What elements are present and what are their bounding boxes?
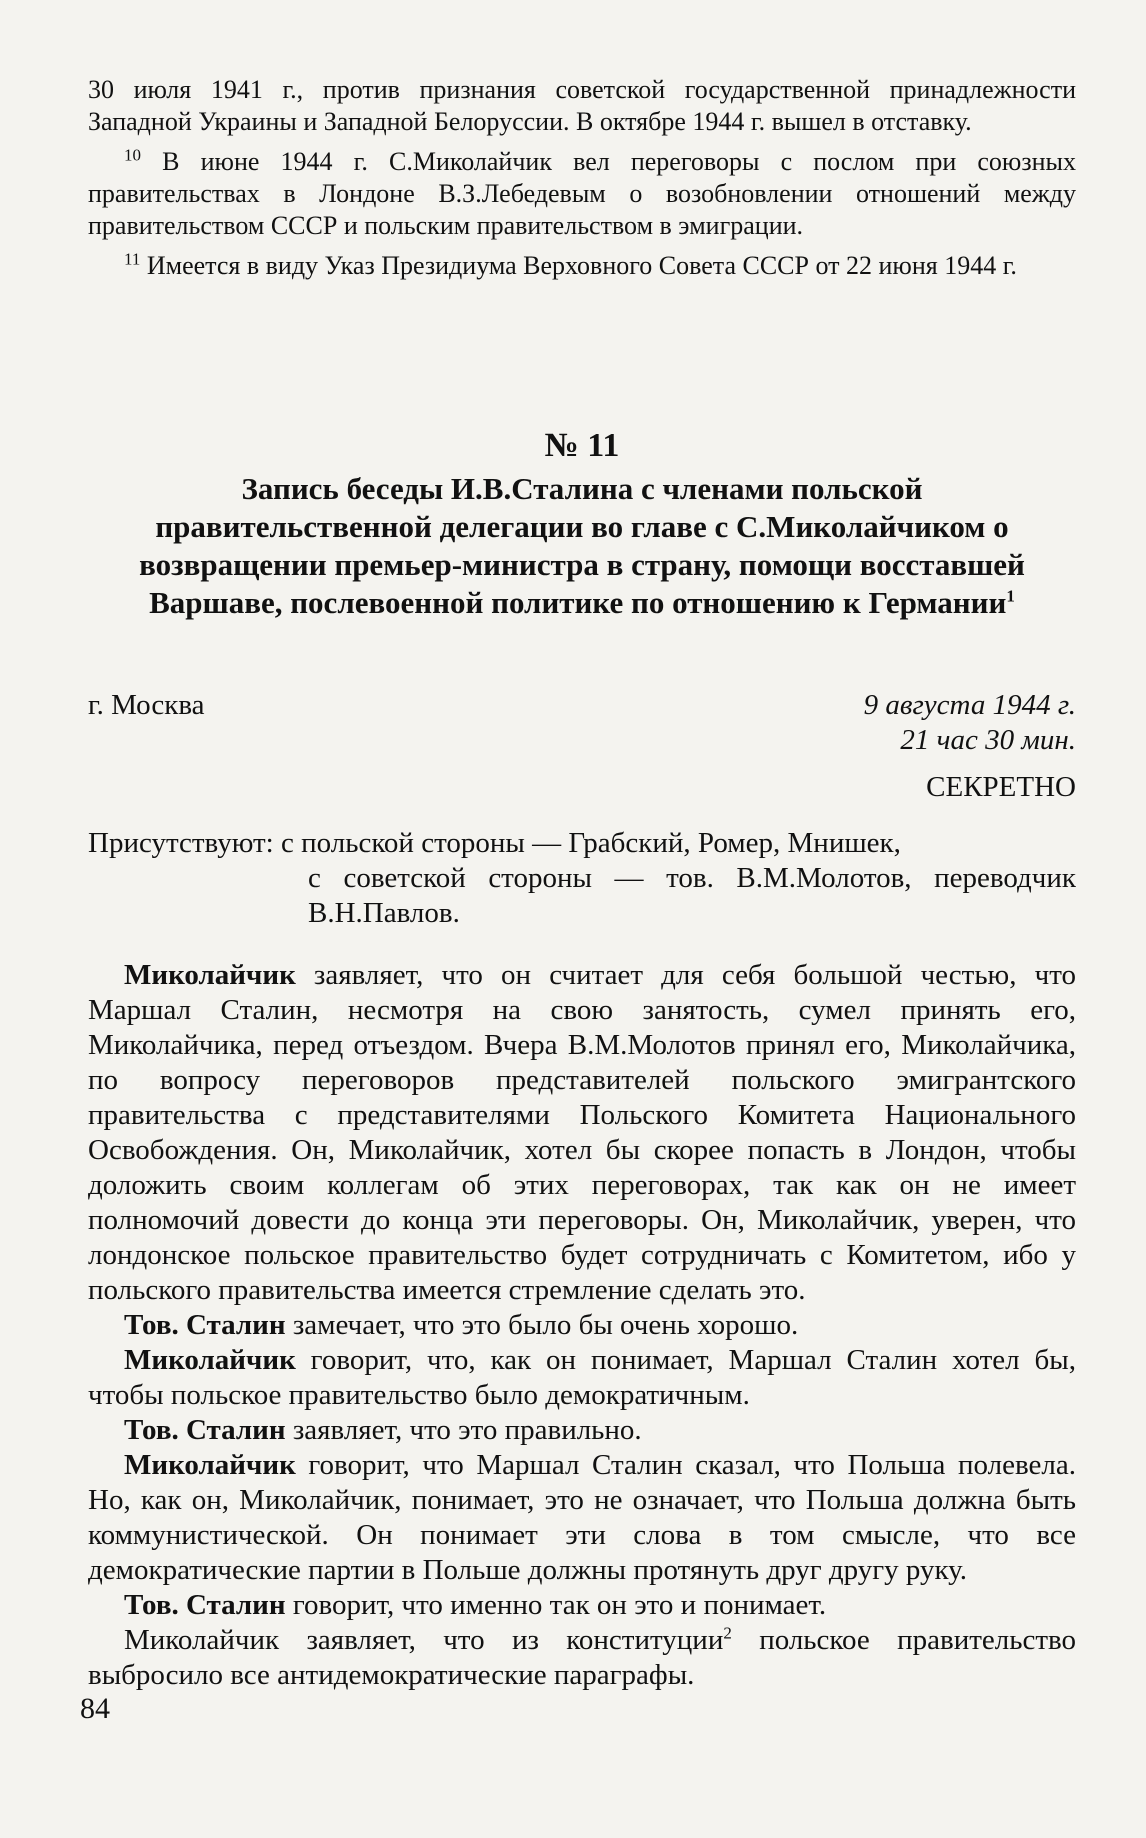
place: г. Москва xyxy=(88,689,205,721)
paragraph xyxy=(88,1448,1076,1588)
paragraph xyxy=(88,1623,1076,1693)
footnote-11 xyxy=(88,250,1076,282)
paragraph-text: замечает, что это было бы очень хорошо. xyxy=(285,1309,799,1341)
conversation-body xyxy=(88,958,1076,1693)
title-footnote-ref: 1 xyxy=(1006,586,1015,606)
document-title xyxy=(110,470,1054,622)
footnote-10-text: В июне 1944 г. С.Миколайчик вел переговоры с послом при союзных правительствах в Лондоне В.З.Лебедевым о возобновлении отношений между правительством СССР и польским правительством в эмиграции. xyxy=(88,147,1076,240)
place-date-row xyxy=(88,688,1076,723)
speaker: Миколайчик xyxy=(124,1449,296,1481)
paragraph xyxy=(88,1413,1076,1448)
footnote-10-number: 10 xyxy=(124,145,141,165)
time: 21 час 30 мин. xyxy=(900,724,1076,756)
footnote-11-text: Имеется в виду Указ Президиума Верховного Совета СССР от 22 июня 1944 г. xyxy=(146,251,1017,280)
paragraph xyxy=(88,1308,1076,1343)
speaker: Тов. Сталин xyxy=(124,1309,286,1341)
paragraph xyxy=(88,1343,1076,1413)
document-number: № 11 xyxy=(544,427,620,464)
paragraph-text: заявляет, что это правильно. xyxy=(285,1414,642,1446)
attendees-line-1: Присутствуют: с польской стороны — Грабский, Ромер, Мнишек, xyxy=(88,827,901,859)
document-meta xyxy=(88,688,1076,805)
footnote-11-number: 11 xyxy=(124,249,141,269)
speaker: Тов. Сталин xyxy=(124,1589,286,1621)
footnote-10 xyxy=(88,146,1076,242)
paragraph-text: говорит, что именно так он это и понимает. xyxy=(285,1589,827,1621)
speaker: Миколайчик xyxy=(124,959,296,991)
paragraph xyxy=(88,1588,1076,1623)
paragraph-text: Миколайчик заявляет, что из конституции xyxy=(124,1624,724,1656)
footnote-ref: 2 xyxy=(723,1623,732,1643)
document-title-text: Запись беседы И.В.Сталина с членами польской правительственной делегации во главе с С.Миколайчиком о возвращении премьер-министра в страну, помощи восставшей Варшаве, послевоенной политике по отношению к Германии xyxy=(139,471,1025,620)
paragraph-text: заявляет, что он считает для себя большой честью, что Маршал Сталин, несмотря на свою занятость, сумел принять его, Миколайчика, перед отъездом. Вчера В.М.Молотов принял его, Миколайчика, по вопросу переговоров представителей польского эмигрантского правительства с представителями Польского Комитета Национального Освобождения. Он, Миколайчик, хотел бы скорее попасть в Лондон, чтобы доложить своим коллегам об этих переговорах, так как он не имеет полномочий довести до конца эти переговоры. Он, Миколайчик, уверен, что лондонское польское правительство будет сотрудничать с Комитетом, ибо у польского правительства имеется стремление сделать это. xyxy=(88,959,1076,1306)
paragraph-text: говорит, что Маршал Сталин сказал, что Польша полевела. Но, как он, Миколайчик, понимает, это не означает, что Польша должна быть коммунистической. Он понимает эти слова в том смысле, что все демократические партии в Польше должны протянуть друг другу руку. xyxy=(88,1449,1076,1586)
page-number: 84 xyxy=(80,1692,110,1725)
footnotes xyxy=(88,74,1076,282)
date: 9 августа 1944 г. xyxy=(863,689,1076,721)
attendees-line-2: с советской стороны — тов. В.М.Молотов, переводчик В.Н.Павлов. xyxy=(308,862,1076,929)
footnote-continuation: 30 июля 1941 г., против признания советской государственной принадлежности Западной Украины и Западной Белоруссии. В октябре 1944 г. вышел в отставку. xyxy=(88,75,1076,136)
speaker: Миколайчик xyxy=(124,1344,296,1376)
paragraph-text: говорит, что, как он понимает, Маршал Сталин хотел бы, чтобы польское правительство было демократичным. xyxy=(88,1344,1076,1411)
speaker: Тов. Сталин xyxy=(124,1414,286,1446)
paragraph-text: польское правительство выбросило все антидемократические параграфы. xyxy=(88,1624,1076,1691)
paragraph xyxy=(88,958,1076,1308)
attendees xyxy=(88,826,1076,931)
classification-stamp: СЕКРЕТНО xyxy=(926,771,1076,803)
